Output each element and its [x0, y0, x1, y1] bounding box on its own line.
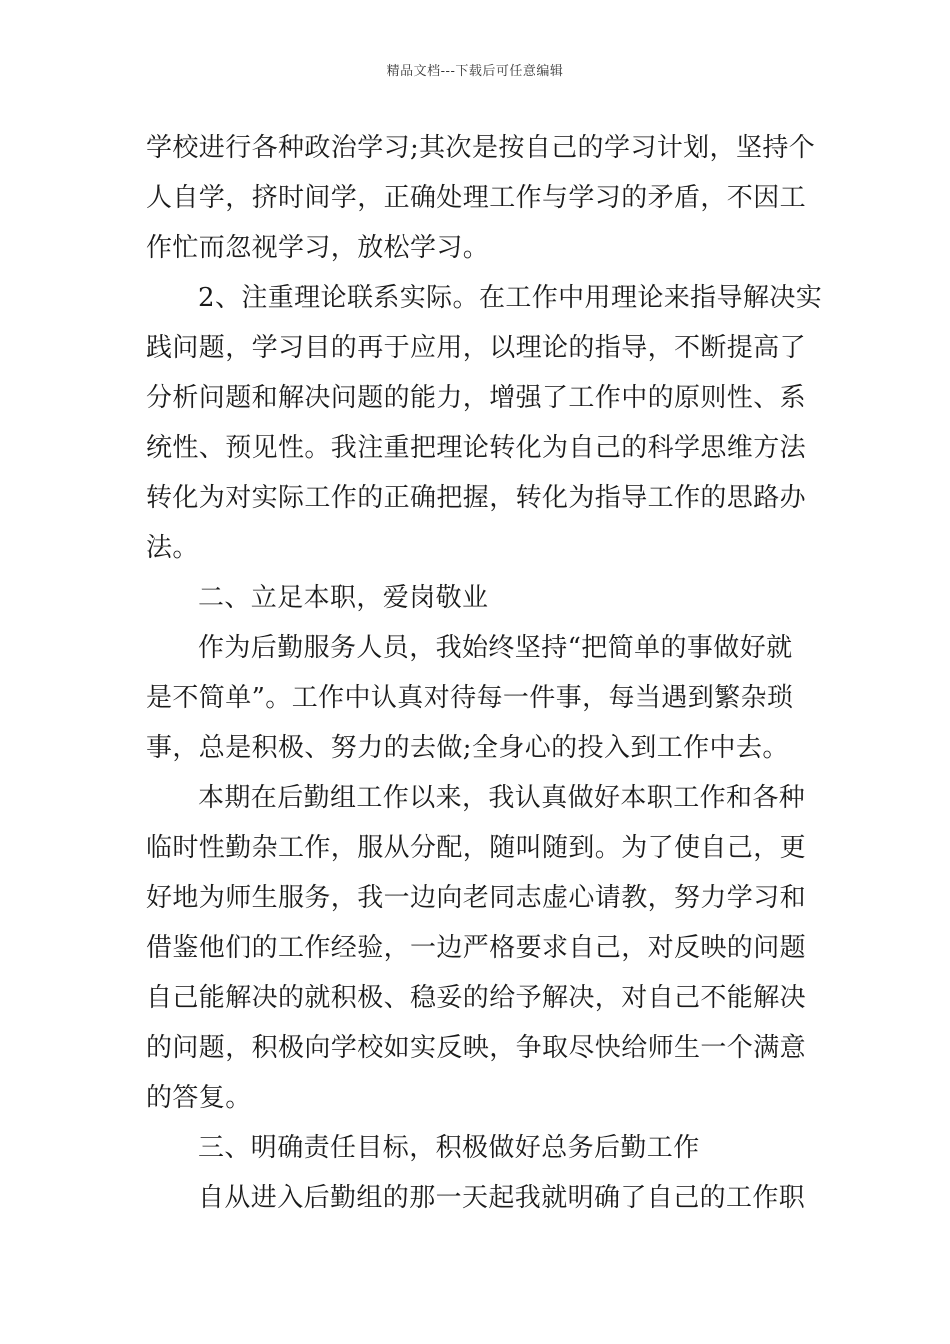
text-line: 转化为对实际工作的正确把握，转化为指导工作的思路办: [146, 483, 807, 513]
paragraph: [146, 273, 823, 573]
section-heading-text: 二、立足本职，爱岗敬业: [198, 583, 489, 613]
text-line: 自从进入后勤组的那一天起我就明确了自己的工作职: [198, 1183, 806, 1213]
text-line: 是不简单”。工作中认真对待每一件事，每当遇到繁杂琐: [146, 683, 794, 713]
text-line: 的答复。: [146, 1083, 252, 1113]
text-line: 事，总是积极、努力的去做;全身心的投入到工作中去。: [146, 733, 789, 763]
text-line: 好地为师生服务，我一边向老同志虚心请教，努力学习和: [146, 883, 807, 913]
text-line: 本期在后勤组工作以来，我认真做好本职工作和各种: [198, 783, 806, 813]
text-line: 的问题，积极向学校如实反映，争取尽快给师生一个满意: [146, 1033, 807, 1063]
section-heading-text: 三、明确责任目标，积极做好总务后勤工作: [198, 1133, 700, 1163]
paragraph: [146, 1173, 810, 1223]
paragraph: [146, 773, 810, 1123]
text-line: 人自学，挤时间学，正确处理工作与学习的矛盾，不因工: [146, 183, 807, 213]
document-body: [146, 123, 823, 1223]
section-heading: [146, 1123, 810, 1173]
text-line: 践问题，学习目的再于应用，以理论的指导，不断提高了: [146, 333, 807, 363]
text-line: 法。: [146, 533, 199, 563]
paragraph: [146, 623, 810, 773]
text-line: 作为后勤服务人员，我始终坚持“把简单的事做好就: [198, 633, 793, 663]
page-header: 精品文档---下载后可任意编辑: [386, 64, 564, 79]
text-line: 借鉴他们的工作经验，一边严格要求自己，对反映的问题: [146, 933, 807, 963]
text-line: 分析问题和解决问题的能力，增强了工作中的原则性、系: [146, 383, 807, 413]
text-line: 自己能解决的就积极、稳妥的给予解决，对自己不能解决: [146, 983, 807, 1013]
text-line: 临时性勤杂工作，服从分配，随叫随到。为了使自己，更: [146, 833, 807, 863]
paragraph: [146, 123, 816, 273]
text-line: 统性、预见性。我注重把理论转化为自己的科学思维方法: [146, 433, 807, 463]
text-line: 学校进行各种政治学习;其次是按自己的学习计划，坚持个: [146, 133, 816, 163]
section-heading: [146, 573, 810, 623]
text-line: 2、注重理论联系实际。在工作中用理论来指导解决实: [198, 283, 823, 313]
text-line: 作忙而忽视学习，放松学习。: [146, 233, 490, 263]
